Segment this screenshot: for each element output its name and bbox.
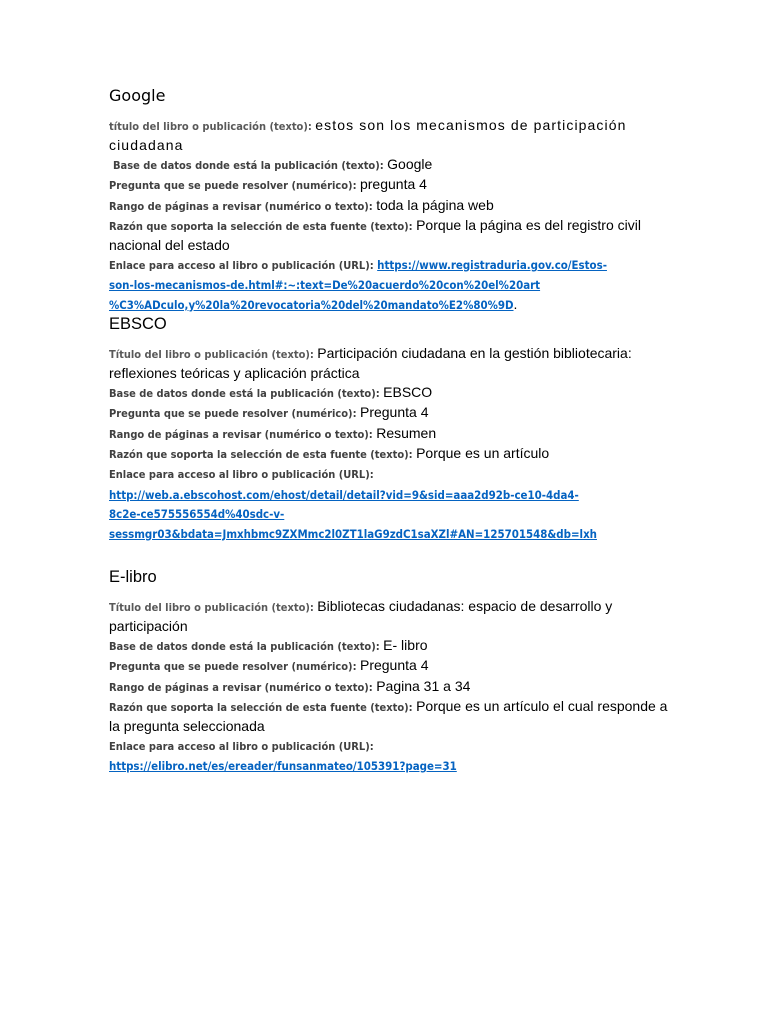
label-razon: Razón que soporta la selección de esta fuente (texto): [109,220,417,234]
field-base [109,383,669,403]
url-line-1: http://web.a.ebscohost.com/ehost/detail/detail?vid=9&sid=aaa2d92b-ce10-4da4- [109,487,579,502]
label-pregunta: Pregunta que se puede resolver (numérico): [109,179,360,193]
field-enlace [109,255,669,314]
value-pregunta: pregunta 4 [359,176,427,193]
field-titulo [109,344,669,383]
label-enlace: Enlace para acceso al libro o publicación (URL): [109,468,374,482]
url-line-2: 8c2e-ce575556554d%40sdc-v- [109,507,285,522]
field-titulo [109,597,669,636]
label-razon: Razón que soporta la selección de esta fuente (texto): [109,448,417,462]
field-enlace [109,736,669,756]
url-line-2: son-los-mecanismos-de.html#:~:text=De%20acuerdo%20con%20el%20art [109,278,541,293]
value-razon: Porque la página es del registro civil nacional del estado [109,217,641,254]
field-rango [109,196,669,216]
section-elibro [109,567,669,776]
label-base: Base de datos donde está la publicación (texto): [109,639,384,653]
section-heading: Google [109,86,166,105]
section-ebsco [109,314,669,543]
value-base: EBSCO [383,383,433,400]
section-google [109,86,669,314]
label-titulo: Título del libro o publicación (texto): [109,601,318,614]
value-titulo: Bibliotecas ciudadanas: espacio de desarrollo y participación [109,598,613,635]
url-link[interactable] [109,488,597,541]
value-pregunta: Pregunta 4 [359,404,429,421]
field-pregunta [109,175,669,195]
url-line-1: https://www.registraduria.gov.co/Estos- [377,257,607,272]
field-base [109,636,669,656]
value-base: Google [387,155,433,172]
field-razon [109,216,669,255]
label-rango: Rango de páginas a revisar (numérico o texto): [109,427,377,441]
value-rango: Resumen [376,424,437,441]
value-base: E- libro [383,636,428,653]
field-enlace [109,464,669,484]
value-pregunta: Pregunta 4 [359,657,429,674]
value-titulo: Participación ciudadana en la gestión bibliotecaria: reflexiones teóricas y aplicación práctica [109,345,632,382]
label-pregunta: Pregunta que se puede resolver (numérico): [109,407,360,421]
field-pregunta [109,403,669,423]
label-enlace: Enlace para acceso al libro o publicación (URL): [109,258,378,272]
label-rango: Rango de páginas a revisar (numérico o texto): [109,199,377,213]
field-razon [109,697,669,736]
label-titulo: Título del libro o publicación (texto): [109,348,318,361]
field-pregunta [109,656,669,676]
field-enlace-url [109,756,669,775]
url-line-3: sessmgr03&bdata=Jmxhbmc9ZXMmc2l0ZT1laG9zdC1saXZl#AN=125701548&db=lxh [109,526,597,541]
field-enlace-url [109,485,669,543]
url-line-3: %C3%ADculo,y%20la%20revocatoria%20del%20mandato%E2%80%9D [109,297,514,312]
value-razon: Porque es un artículo el cual responde a la pregunta seleccionada [109,698,668,735]
url-line-1: https://elibro.net/es/ereader/funsanmateo/105391?page=31 [109,759,457,774]
label-base: Base de datos donde está la publicación (texto): [113,158,388,172]
field-razon [109,444,669,464]
label-rango: Rango de páginas a revisar (numérico o texto): [109,680,377,694]
field-rango [109,424,669,444]
url-link[interactable] [109,759,457,773]
value-rango: Pagina 31 a 34 [376,677,471,694]
label-pregunta: Pregunta que se puede resolver (numérico): [109,660,360,674]
field-base [109,155,669,175]
value-rango: toda la página web [376,196,494,213]
value-razon: Porque es un artículo [416,445,550,462]
label-razon: Razón que soporta la selección de esta fuente (texto): [109,701,417,715]
url-suffix: . [513,295,518,312]
value-titulo: estos son los mecanismos de participación ciudadana [109,117,627,154]
section-heading: EBSCO [109,315,167,333]
label-titulo: título del libro o publicación (texto): [109,120,316,133]
field-rango [109,677,669,697]
field-titulo [109,116,669,155]
label-base: Base de datos donde está la publicación (texto): [109,386,384,400]
label-enlace: Enlace para acceso al libro o publicación (URL): [109,739,374,753]
section-heading: E-libro [109,568,157,586]
